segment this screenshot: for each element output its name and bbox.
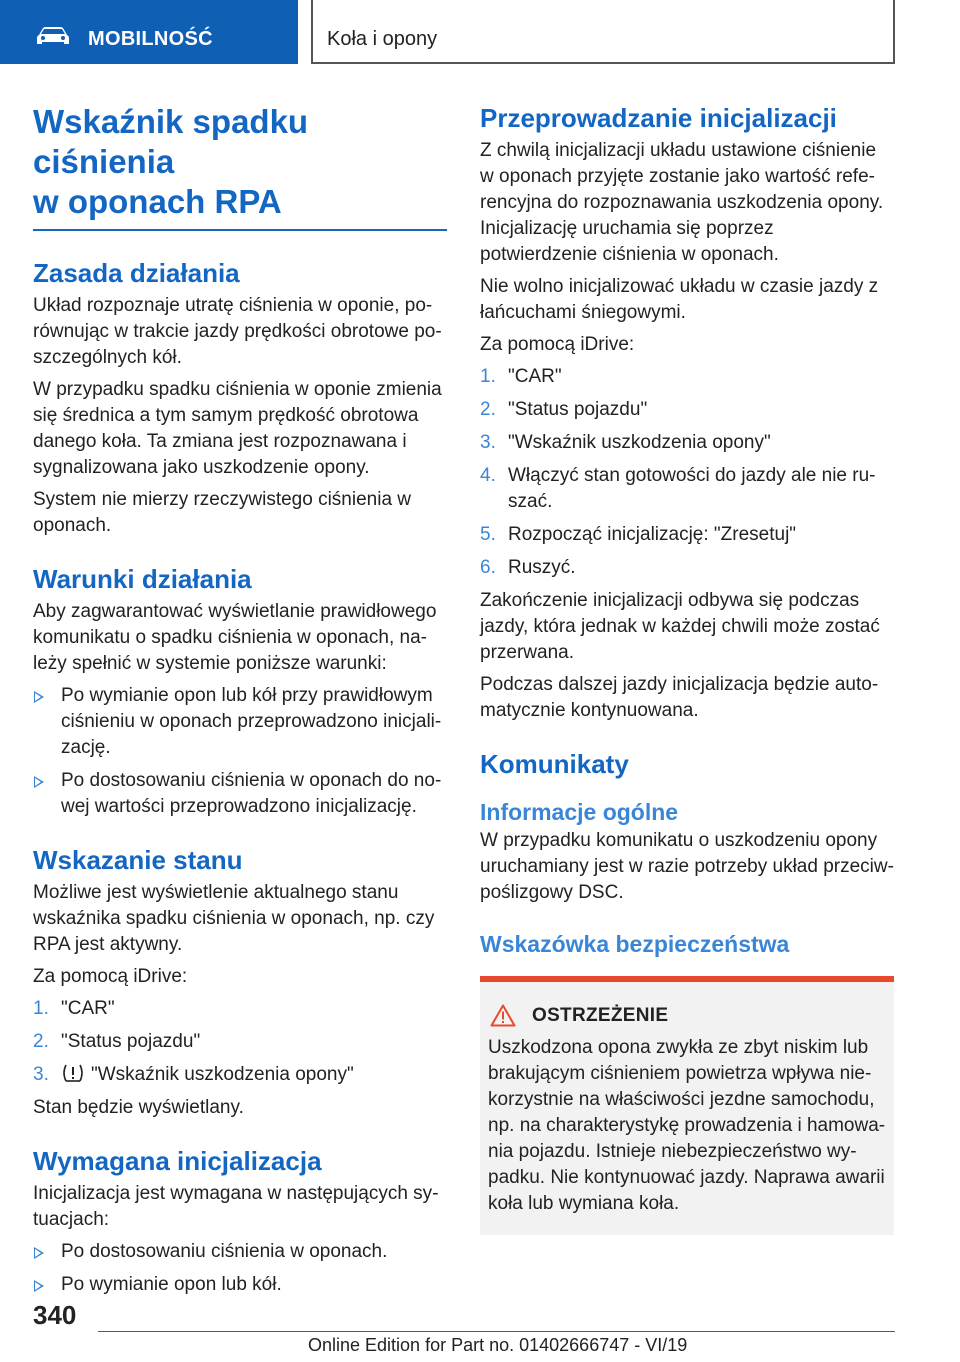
warning-text: Uszkodzona opona zwykła ze zbyt niskim lub brakującym ciśnieniem powietrza wpływa niekorzystnie na właściwości jezdne samochodu, np. na charakterystykę prowadzenia i hamowania pojazdu. Istnieje niebezpieczeństwo wypadku. Nie kontynuować jazdy. Naprawa awarii koła lub wymiana koła.: [488, 1037, 886, 1214]
list-item: 4. Włączyć stan gotowości do jazdy ale nie ruszać.: [480, 465, 876, 512]
warning-triangle-icon: [490, 1004, 516, 1027]
paragraph: Za pomocą iDrive:: [33, 966, 188, 987]
triangle-bullet-icon: [34, 776, 44, 788]
paragraph: Za pomocą iDrive:: [480, 334, 635, 355]
list-item: Po dostosowaniu ciśnienia w oponach do nowej wartości przeprowadzono inicjalizację.: [33, 768, 447, 820]
right-column: [480, 102, 894, 1235]
paragraph: Aby zagwarantować wyświetlanie prawidłowego komunikatu o spadku ciśnienia w oponach, należy spełnić w systemie poniższe warunki:: [33, 601, 437, 674]
paragraph: Z chwilą inicjalizacji układu ustawione ciśnienie w oponach przyjęte zostanie jako wartość referencyjna do rozpoznawania uszkodzenia opony. Inicjalizację uruchamia się poprzez potwierdzenie ciśnienia w oponach.: [480, 140, 884, 265]
section-header: [311, 0, 895, 64]
list-item: 1. "CAR": [33, 998, 115, 1019]
triangle-bullet-icon: [34, 1247, 44, 1259]
heading-principle: Zasada działania: [33, 258, 240, 288]
heading-general-info: Informacje ogólne: [480, 799, 679, 825]
paragraph: System nie mierzy rzeczywistego ciśnienia w oponach.: [33, 489, 412, 536]
paragraph: Podczas dalszej jazdy inicjalizacja będzie automatycznie kontynuowana.: [480, 674, 879, 721]
paragraph: Możliwe jest wyświetlenie aktualnego stanu wskaźnika spadku ciśnienia w oponach, np. czy RPA jest aktywny.: [33, 882, 435, 955]
list-item: 3. "Wskaźnik uszkodzenia opony": [480, 432, 771, 453]
triangle-bullet-icon: [34, 691, 44, 703]
paragraph: W przypadku komunikatu o uszkodzeniu opony uruchamiany jest w razie potrzeby układ przeciwpoślizgowy DSC.: [480, 830, 894, 903]
left-column: [33, 102, 447, 1305]
car-icon: [36, 26, 70, 46]
paragraph: Układ rozpoznaje utratę ciśnienia w oponie, porównując w trakcie jazdy prędkości obrotowe poszczególnych kół.: [33, 295, 442, 368]
conditions-list: [33, 683, 447, 820]
list-item: 2. "Status pojazdu": [33, 1031, 201, 1052]
tire-pressure-warning-icon: [61, 1063, 85, 1083]
warning-box: [480, 976, 894, 1235]
paragraph: Inicjalizacja jest wymagana w następujących sytuacjach:: [33, 1183, 439, 1230]
required-list: [33, 1239, 447, 1298]
chapter-tab[interactable]: [0, 0, 298, 64]
list-item: Po wymianie opon lub kół.: [33, 1272, 447, 1298]
heading-init: Przeprowadzanie inicjalizacji: [480, 103, 837, 133]
section-title: Koła i opony: [327, 28, 438, 50]
paragraph: W przypadku spadku ciśnienia w oponie zmienia się średnica a tym samym prędkość obrotowa danego koła. Ta zmiana jest rozpoznawana i sygnalizowana jako uszkodzenie opony.: [33, 379, 442, 478]
page-number: 340: [33, 1300, 77, 1330]
warning-title: OSTRZEŻENIE: [532, 1004, 669, 1026]
list-item: 1. "CAR": [480, 366, 562, 387]
heading-conditions: Warunki działania: [33, 564, 252, 594]
list-item: 2. "Status pojazdu": [480, 399, 648, 420]
footer-edition: Online Edition for Part no. 01402666747 - VI/19: [308, 1335, 688, 1355]
footer-divider: [98, 1331, 895, 1332]
heading-safety-note: Wskazówka bezpieczeństwa: [480, 931, 790, 957]
init-steps: [480, 364, 894, 581]
heading-required: Wymagana inicjalizacja: [33, 1146, 322, 1176]
list-item: 5. Rozpocząć inicjalizację: "Zresetuj": [480, 524, 797, 545]
triangle-bullet-icon: [34, 1280, 44, 1292]
status-steps: [33, 996, 447, 1088]
heading-status: Wskazanie stanu: [33, 845, 243, 875]
paragraph: Stan będzie wyświetlany.: [33, 1097, 244, 1118]
paragraph: Zakończenie inicjalizacji odbywa się podczas jazdy, która jednak w każdej chwili może zostać przerwana.: [480, 590, 880, 663]
list-item: 6. Ruszyć.: [480, 557, 576, 578]
warning-header: [488, 1004, 886, 1027]
page-title: Wskaźnik spadku ciśnienia w oponach RPA: [33, 103, 309, 220]
chapter-title: MOBILNOŚĆ: [88, 28, 213, 50]
list-item: Po dostosowaniu ciśnienia w oponach.: [33, 1239, 447, 1265]
list-item: 3. "Wskaźnik uszkodzenia opony": [33, 1064, 354, 1085]
heading-messages: Komunikaty: [480, 749, 629, 779]
list-item: Po wymianie opon lub kół przy prawidłowym ciśnieniu w oponach przeprowadzono inicjalizację.: [33, 683, 447, 761]
paragraph: Nie wolno inicjalizować układu w czasie jazdy z łańcuchami śniegowymi.: [480, 276, 879, 323]
title-divider: [33, 229, 447, 231]
